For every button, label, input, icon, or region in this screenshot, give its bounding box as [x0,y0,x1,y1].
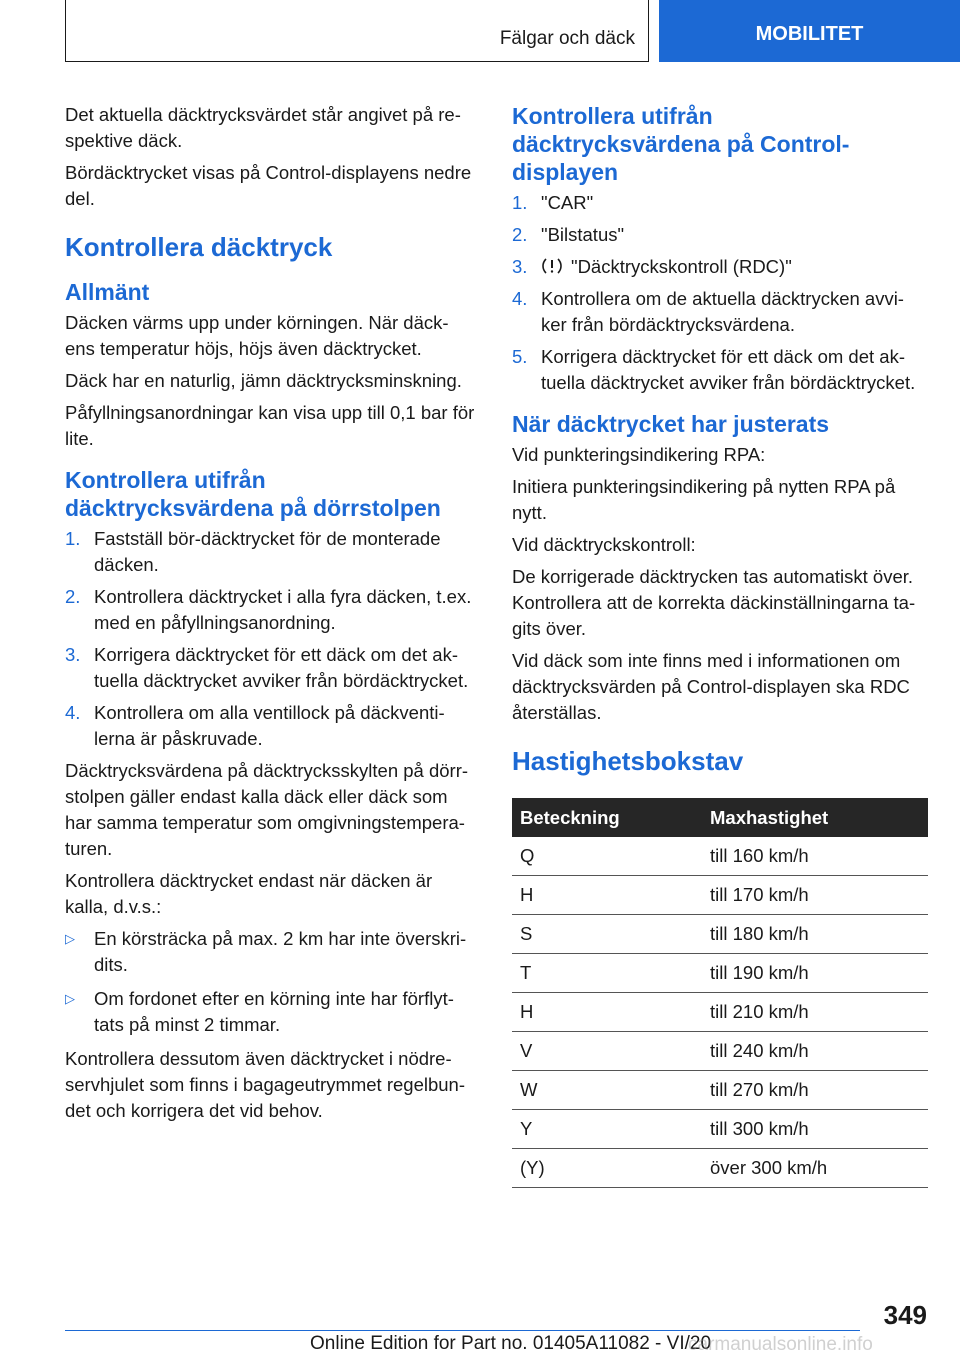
paragraph: Vid däcktryckskontroll: [512,534,696,555]
footer-edition: Online Edition for Part no. 01405A11082 - VI/20 [310,1333,712,1354]
table-row [512,993,928,1032]
step-text: Fastställ bör-däcktrycket för de monterade däcken. [94,528,441,575]
page-number: 349 [883,1300,927,1330]
heading-check-tire-pressure: Kontrollera däcktryck [65,232,333,262]
table-row [512,915,928,954]
column-header: Maxhastighet [702,798,928,837]
paragraph: De korrigerade däcktrycken tas automatiskt över. Kontrollera att de korrekta däckinställningarna ta-gits över. [512,566,916,639]
step-number: 3. [512,256,528,277]
steps-list-door [65,526,478,752]
list-item [512,254,925,280]
table-cell: till 180 km/h [702,915,928,954]
table-cell: W [512,1071,702,1110]
table-cell: Y [512,1110,702,1149]
footer-divider [65,1330,860,1331]
table-row [512,1110,928,1149]
step-number: 1. [512,192,528,213]
table-cell: till 170 km/h [702,876,928,915]
column-header: Beteckning [512,798,702,837]
list-item [65,700,478,752]
table-row [512,1149,928,1188]
step-number: 4. [512,288,528,309]
list-item [512,190,925,216]
paragraph: Kontrollera dessutom även däcktrycket i nödre-servhjulet som finns i bagageutrymmet regelbun-det och korrigera det vid behov. [65,1048,465,1121]
table-cell: H [512,993,702,1032]
table-row [512,876,928,915]
step-text: Korrigera däcktrycket för ett däck om det ak-tuella däcktrycket avviker från bördäcktrycket. [541,346,916,393]
paragraph: Däcken värms upp under körningen. När däck-ens temperatur höjs, höjs även däcktrycket. [65,312,449,359]
table-cell: till 240 km/h [702,1032,928,1071]
left-column [65,102,478,1130]
paragraph: Initiera punkteringsindikering på nytten RPA på nytt. [512,476,896,523]
step-number: 5. [512,346,528,367]
step-text: "Däcktryckskontroll (RDC)" [571,256,792,277]
paragraph: Däcktrycksvärdena på däcktrycksskylten på dörr-stolpen gäller endast kalla däck eller däck som har samma temperatur som omgivningstempera-turen. [65,760,469,859]
table-row [512,1032,928,1071]
table-cell: till 270 km/h [702,1071,928,1110]
step-number: 4. [65,702,81,723]
paragraph: Vid punkteringsindikering RPA: [512,444,766,465]
list-item [512,344,925,396]
heading-control-display: Kontrollera utifrån däcktrycksvärdena på Control-displayen [512,103,850,185]
speed-rating-table [512,798,928,1188]
list-item [65,642,478,694]
table-cell: till 210 km/h [702,993,928,1032]
list-item [512,286,925,338]
list-item [512,222,925,248]
paragraph: Bördäcktrycket visas på Control-displayens nedre del. [65,162,472,209]
table-cell: V [512,1032,702,1071]
list-item [65,926,478,978]
paragraph: Det aktuella däcktrycksvärdet står angivet på re-spektive däck. [65,104,461,151]
table-cell: T [512,954,702,993]
triangle-bullet-icon: ▷ [65,991,75,1006]
table-row [512,837,928,876]
header-chapter-tab: MOBILITET [659,0,960,62]
step-text: Kontrollera om de aktuella däcktrycken avvi-ker från bördäcktrycksvärdena. [541,288,904,335]
step-text: "CAR" [541,192,594,213]
list-item [65,986,478,1038]
step-number: 2. [512,224,528,245]
table-cell: H [512,876,702,915]
table-header-row [512,798,928,837]
heading-after-adjusting: När däcktrycket har justerats [512,411,830,437]
step-text: Kontrollera däcktrycket i alla fyra däcken, t.ex. med en påfyllningsanordning. [94,586,472,633]
step-text: "Bilstatus" [541,224,625,245]
table-cell: till 300 km/h [702,1110,928,1149]
paragraph: Däck har en naturlig, jämn däcktrycksminskning. [65,370,462,391]
table-row [512,954,928,993]
paragraph: Kontrollera däcktrycket endast när däcken är kalla, d.v.s.: [65,870,433,917]
heading-door-pillar: Kontrollera utifrån däcktrycksvärdena på dörrstolpen [65,467,441,521]
table-cell: (Y) [512,1149,702,1188]
step-number: 2. [65,586,81,607]
table-cell: Q [512,837,702,876]
triangle-bullet-icon: ▷ [65,931,75,946]
bullet-text: Om fordonet efter en körning inte har förflyt-tats på minst 2 timmar. [94,988,454,1035]
table-cell: över 300 km/h [702,1149,928,1188]
bullet-text: En körsträcka på max. 2 km har inte överskri-dits. [94,928,467,975]
list-item [65,584,478,636]
right-column [512,102,925,1188]
step-number: 3. [65,644,81,665]
steps-list-control [512,190,925,396]
paragraph: Vid däck som inte finns med i informationen om däcktrycksvärden på Control-displayen ska RDC återställas. [512,650,910,723]
heading-speed-rating: Hastighetsbokstav [512,746,744,776]
step-number: 1. [65,528,81,549]
paragraph: Påfyllningsanordningar kan visa upp till 0,1 bar för lite. [65,402,475,449]
step-text: Korrigera däcktrycket för ett däck om det ak-tuella däcktrycket avviker från bördäcktrycket. [94,644,469,691]
table-cell: S [512,915,702,954]
heading-general: Allmänt [65,279,150,305]
table-cell: till 190 km/h [702,954,928,993]
step-text: Kontrollera om alla ventillock på däckventi-lerna är påskruvade. [94,702,445,749]
header-section-title: Fälgar och däck [499,28,635,49]
list-item [65,526,478,578]
watermark: carmanualsonline.info [688,1334,873,1355]
bullet-list [65,926,478,1038]
table-row [512,1071,928,1110]
table-cell: till 160 km/h [702,837,928,876]
tire-pressure-warning-icon [541,256,563,274]
